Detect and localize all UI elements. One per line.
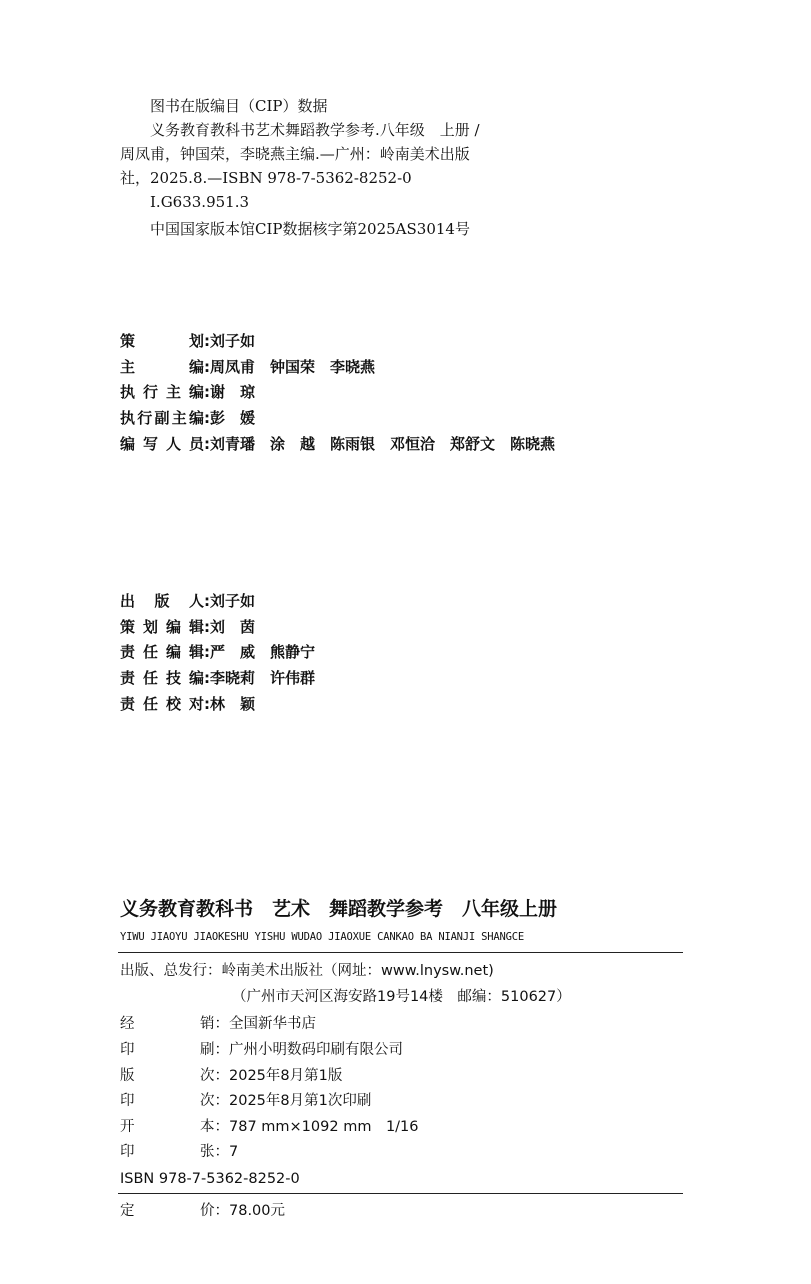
- publisher-value: 岭南美术出版社（网址：www.lnysw.net): [221, 963, 494, 979]
- imprint-label: 刷：: [200, 1042, 229, 1058]
- imprint-label: 印: [120, 1093, 135, 1109]
- staff-row: [120, 671, 315, 686]
- imprint-value: 2025年8月第1版: [229, 1068, 343, 1084]
- credit-label: 策划: [120, 332, 204, 350]
- publisher-row: [120, 964, 494, 979]
- staff-label: 出版人: [120, 592, 204, 610]
- imprint-value: 2025年8月第1次印刷: [229, 1093, 372, 1109]
- imprint-value: 7: [229, 1144, 239, 1160]
- credit-label: 编写人员: [120, 435, 204, 453]
- price-value: 78.00元: [229, 1203, 286, 1219]
- credit-row: [120, 334, 255, 349]
- imprint-label: 次：: [200, 1093, 229, 1109]
- imprint-row: [120, 1069, 342, 1084]
- imprint-value: 787 mm×1092 mm 1/16: [229, 1119, 419, 1135]
- staff-value: 刘子如: [210, 592, 256, 610]
- imprint-row: [120, 1094, 371, 1109]
- credit-label: 执行副主编: [120, 409, 204, 427]
- credit-label: 主编: [120, 358, 204, 376]
- divider: [118, 952, 683, 953]
- cip-heading: 图书在版编目（CIP）数据: [150, 97, 328, 115]
- imprint-label: 经: [120, 1016, 135, 1032]
- publisher-label: 出版、总发行：: [120, 963, 222, 979]
- separator: :: [204, 358, 210, 376]
- imprint-label: 本：: [200, 1119, 229, 1135]
- cip-classification: Ⅰ.G633.951.3: [150, 193, 250, 211]
- staff-label: 责任技编: [120, 669, 204, 687]
- staff-label: 责任校对: [120, 695, 204, 713]
- staff-label: 责任编辑: [120, 643, 204, 661]
- credit-value: 周凤甫 钟国荣 李晓燕: [210, 358, 376, 376]
- isbn: ISBN 978-7-5362-8252-0: [120, 1171, 300, 1187]
- credit-row: [120, 360, 375, 375]
- credit-value: 谢 琼: [210, 383, 256, 401]
- imprint-value: 广州小明数码印刷有限公司: [229, 1042, 403, 1058]
- cip-record-number: 中国国家版本馆CIP数据核字第2025AS3014号: [150, 220, 470, 238]
- credit-value: 刘青璠 涂 越 陈雨银 邓恒洽 郑舒文 陈晓燕: [210, 435, 556, 453]
- divider: [118, 1193, 683, 1194]
- separator: :: [204, 643, 210, 661]
- price-row: [120, 1204, 285, 1219]
- imprint-label: 次：: [200, 1068, 229, 1084]
- staff-value: 刘 茵: [210, 618, 256, 636]
- publisher-address: （广州市天河区海安路19号14楼 邮编：510627）: [232, 989, 571, 1005]
- staff-row: [120, 645, 315, 660]
- imprint-row: [120, 1043, 403, 1058]
- staff-row: [120, 620, 255, 635]
- staff-row: [120, 697, 255, 712]
- price-label: 定: [120, 1203, 135, 1219]
- book-title: 义务教育教科书 艺术 舞蹈教学参考 八年级上册: [120, 898, 558, 920]
- credit-value: 刘子如: [210, 332, 256, 350]
- separator: :: [204, 695, 210, 713]
- cip-line: 义务教育教科书艺术舞蹈教学参考.八年级 上册 /: [150, 121, 480, 139]
- imprint-label: 印: [120, 1144, 135, 1160]
- staff-value: 林 颖: [210, 695, 256, 713]
- book-title-pinyin: YIWU JIAOYU JIAOKESHU YISHU WUDAO JIAOXUE CANKAO BA NIANJI SHANGCE: [120, 931, 525, 943]
- cip-line: 社，2025.8.—ISBN 978-7-5362-8252-0: [120, 169, 412, 187]
- separator: :: [204, 592, 210, 610]
- imprint-label: 销：: [200, 1016, 229, 1032]
- separator: :: [204, 383, 210, 401]
- imprint-value: 全国新华书店: [229, 1016, 316, 1032]
- credit-label: 执行主编: [120, 383, 204, 401]
- imprint-row: [120, 1145, 238, 1160]
- imprint-row: [120, 1017, 316, 1032]
- credit-row: [120, 385, 255, 400]
- imprint-label: 张：: [200, 1144, 229, 1160]
- separator: :: [204, 435, 210, 453]
- credit-value: 彭 媛: [210, 409, 256, 427]
- separator: :: [204, 332, 210, 350]
- imprint-row: [120, 1120, 419, 1135]
- price-label: 价：: [200, 1203, 229, 1219]
- staff-value: 严 威 熊静宁: [210, 643, 316, 661]
- credit-row: [120, 411, 255, 426]
- imprint-label: 开: [120, 1119, 135, 1135]
- cip-line: 周凤甫，钟国荣，李晓燕主编.—广州：岭南美术出版: [120, 145, 470, 163]
- imprint-label: 印: [120, 1042, 135, 1058]
- staff-row: [120, 594, 255, 609]
- separator: :: [204, 618, 210, 636]
- staff-value: 李晓莉 许伟群: [210, 669, 316, 687]
- credit-row: [120, 437, 555, 452]
- imprint-label: 版: [120, 1068, 135, 1084]
- separator: :: [204, 409, 210, 427]
- separator: :: [204, 669, 210, 687]
- staff-label: 策划编辑: [120, 618, 204, 636]
